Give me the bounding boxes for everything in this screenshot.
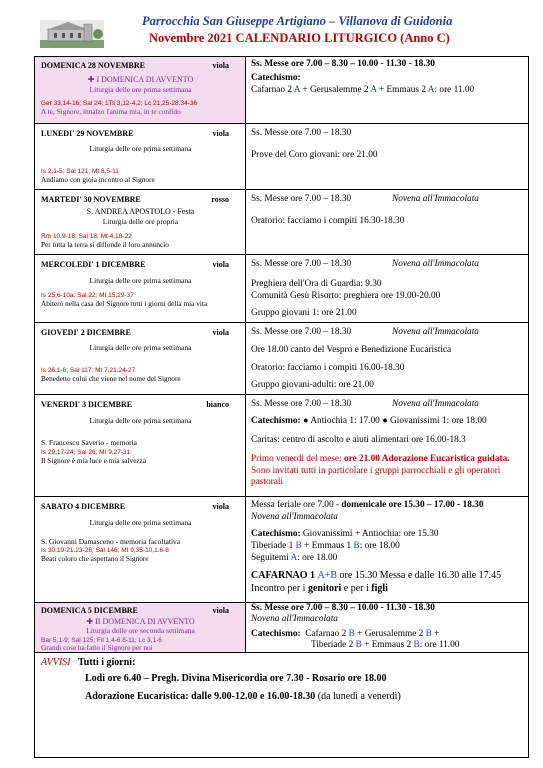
antiphon: Benedetto colui che viene nel nome del Signore [41, 374, 181, 383]
day-cell [35, 190, 246, 254]
catechism-label: Catechismo: [251, 629, 301, 639]
catechism-line [251, 529, 524, 541]
day-name: DOMENICA 5 DICEMBRE [41, 606, 138, 615]
adoration-times: Adorazione Eucaristica: dalle 9.00-12.00 e 16.00-18.30 [85, 691, 316, 702]
mass-times: Ss. Messe ore 7.00 – 8.30 – 10.00 - 11.30 - 18.30 [251, 603, 435, 613]
readings: Is 29,17-24; Sal 26; Mt 9,27-31 [41, 449, 131, 456]
day-cell [35, 323, 246, 394]
liturgical-color: rosso [211, 195, 229, 204]
mass-times: Ss. Messe ore 7.00 – 8.30 – 10.00 - 11.30 - 18.30 [251, 59, 435, 69]
feast-name: ✚ II DOMENICA DI AVVENTO [86, 617, 195, 626]
mass-times: Ss. Messe ore 7.00 – 18.30 [251, 259, 352, 269]
adoration-schedule [85, 691, 401, 702]
mass-times: Ss. Messe ore 7.00 – 18.30 [251, 194, 352, 204]
mass-times: Ss. Messe ore 7.00 – 18.30 [251, 399, 352, 409]
events-cell [247, 124, 528, 189]
day-cell [35, 124, 246, 189]
sunday-mass: domenicale ore 15.30 – 17.00 - 18.30 [341, 500, 484, 510]
liturgical-color: viola [212, 606, 229, 615]
mass-times: Ss. Messe ore 7.00 – 18.30 [251, 128, 352, 138]
calendar-row [35, 190, 528, 255]
liturgical-color: viola [212, 502, 229, 511]
calendar-row [35, 497, 528, 603]
antiphon: A te, Signore, innalzo l'anima mia, in te confido [41, 107, 181, 116]
events-cell [247, 255, 528, 322]
office-week: Liturgia delle ore prima settimana [89, 416, 192, 425]
catechism-groups: Cafarnao 2 A + Gerusalemme 2 A + Emmaus 2 A: ore 11.00 [251, 85, 475, 95]
notices-label: AVVISI [41, 657, 71, 668]
office-week: Liturgia delle ore prima settimana [89, 85, 192, 94]
day-cell [35, 603, 246, 652]
calendar-row [35, 255, 528, 323]
church-logo-icon [40, 20, 104, 48]
novena-label: Novena all'Immacolata [392, 259, 479, 269]
day-name: SABATO 4 DICEMBRE [41, 502, 126, 511]
feast-name: S. ANDREA APOSTOLO - Festa [86, 207, 195, 216]
day-name: DOMENICA 28 NOVEMBRE [41, 61, 146, 70]
novena-label: Novena all'Immacolata [392, 399, 479, 409]
office-week: Liturgia delle ore propria [102, 217, 179, 226]
calendar-table [34, 56, 529, 758]
novena-label: Novena all'Immacolata [251, 614, 338, 624]
event-line: Gruppo giovani-adulti: ore 21.00 [251, 380, 374, 390]
readings: Is 25,6-10a; Sal 22; Mt 15,29-37 [41, 292, 134, 299]
liturgical-color: viola [212, 260, 229, 269]
notices-section [35, 653, 528, 757]
calendar-row [35, 603, 528, 653]
event-line: Seguitemi A: ore 18.00 [251, 553, 338, 563]
children-label: figli [371, 582, 388, 594]
catechism-label: Catechismo: [251, 529, 301, 539]
adoration-text: ore 21.00 Adorazione Eucaristica guidata. [343, 454, 510, 464]
catechism-groups: ● Antiochia 1: 17.00 ● Giovanissimi 1: ore 18.00 [302, 416, 487, 426]
liturgical-color: viola [212, 129, 229, 138]
readings: Rm 10,9-18; Sal 18; Mt 4,18-22 [41, 233, 132, 240]
event-line: Tiberiade 1 B + Emmaus 1 B: ore 18.00 [251, 541, 400, 551]
readings: Is 26,1-6; Sal 117; Mt 7,21.24-27 [41, 367, 136, 374]
office-week: Liturgia delle ore seconda settimana [86, 626, 195, 635]
antiphon: Abiterò nella casa del Signore tutti i giorni della mia vita [41, 299, 208, 308]
readings: Is 30,19-21.23-26; Sal 146; Mt 9,35-10,1.6-8 [41, 547, 169, 554]
first-friday-notice [251, 454, 524, 489]
antiphon: Beati coloro che aspettano il Signore [41, 554, 149, 563]
day-name: MARTEDI' 30 NOVEMBRE [41, 195, 141, 204]
conjunction: e per i [341, 582, 372, 594]
day-name: MERCOLEDI' 1 DICEMBRE [41, 260, 146, 269]
event-line: Ore 18.00 canto del Vespro e Benedizione Eucaristica [251, 345, 452, 355]
antiphon: Il Signore è mia luce e mia salvezza [41, 456, 147, 465]
calendar-row [35, 124, 528, 190]
notices-header [41, 657, 135, 668]
readings: Ger 33,14-16; Sal 24; 1Ts 3,12-4,2; Lc 21,25-28.34-36 [41, 100, 198, 107]
novena-label: Novena all'Immacolata [392, 327, 479, 337]
header [0, 0, 543, 50]
memorial: S. Francesco Saverio - memoria [41, 438, 138, 447]
event-line: Preghiera dell'Ora di Guardia: 9.30 [251, 279, 382, 289]
day-name: VENERDI' 3 DICEMBRE [41, 400, 133, 409]
liturgical-color: bianco [206, 400, 229, 409]
events-cell [247, 603, 528, 652]
parish-title: Parrocchia San Giuseppe Artigiano – Villanova di Guidonia [142, 14, 453, 28]
daily-prayers: Lodi ore 6.40 – Pregh. Divina Misericordia ore 7.30 - Rosario ore 18.00 [85, 673, 387, 684]
day-name: GIOVEDI' 2 DICEMBRE [41, 328, 131, 337]
office-week: Liturgia delle ore prima settimana [89, 518, 192, 527]
novena-label: Novena all'Immacolata [251, 512, 338, 522]
office-week: Liturgia delle ore prima settimana [89, 276, 192, 285]
event-line: Caritas: centro di ascolto e aiuti alimentari ore 16.00-18.3 [251, 435, 466, 445]
liturgical-color: viola [212, 328, 229, 337]
memorial: S. Giovanni Damasceno - memoria facoltativa [41, 537, 181, 546]
day-cell [35, 57, 246, 123]
calendar-row [35, 323, 528, 395]
events-cell [247, 190, 528, 254]
day-name: LUNEDI' 29 NOVEMBRE [41, 129, 134, 138]
cafarnao-group: A+B [317, 570, 338, 581]
catechism-groups: Tiberiade 2 B + Emmaus 2 B: ore 11.00 [311, 640, 460, 650]
event-line: Oratorio: facciamo i compiti 16.30-18.30 [251, 216, 405, 226]
day-cell [35, 497, 246, 602]
catechism-groups: Giovanissimi + Antiochia: ore 15.30 [302, 529, 439, 539]
weekday-mass: Messa feriale ore 7.00 - [251, 500, 342, 510]
antiphon: Per tutta la terra si diffonde il loro annuncio [41, 240, 169, 249]
events-cell [247, 323, 528, 394]
cafarnao-notice [251, 570, 524, 595]
parents-label: genitori [307, 582, 342, 594]
readings: Bar 5,1-9; Sal 125; Fil 1,4-6.8-11; Lc 3,1-6 [41, 637, 162, 644]
catechism-label: Catechismo: [251, 73, 301, 83]
invitation-text: Sono invitati tutti in particolare i gruppi parrocchiali e gli operatori pastorali [251, 465, 501, 488]
catechism-line [251, 416, 524, 428]
catechism-label: Catechismo: [251, 416, 301, 426]
office-week: Liturgia delle ore prima settimana [89, 343, 192, 352]
event-line: Prove del Coro giovani: ore 21.00 [251, 150, 378, 160]
liturgical-color: viola [212, 61, 229, 70]
cafarnao-text: ore 15.30 Messa e dalle 16.30 alle 17.45 Incontro per i [251, 570, 502, 594]
event-line: Comunità Gesù Risorto: preghiera ore 19.00-20.00 [251, 291, 441, 301]
day-cell [35, 255, 246, 322]
event-line: Gruppo giovani 1: ore 21.00 [251, 308, 357, 318]
catechism-line: Catechismo: Cafarnao 2 B + Gerusalemme 2 B + [251, 629, 440, 639]
calendar-row [35, 57, 528, 124]
antiphon: Andiamo con gioia incontro al Signore [41, 175, 155, 184]
mass-times: Ss. Messe ore 7.00 – 18.30 [251, 327, 352, 337]
daily-title: Tutti i giorni: [78, 657, 136, 668]
readings: Is 2,1-5; Sal 121; Mt 8,5-11 [41, 168, 119, 175]
calendar-row [35, 395, 528, 497]
first-friday-label: Primo venerdì del mese: [251, 454, 344, 464]
office-week: Liturgia delle ore prima settimana [89, 144, 192, 153]
feast-name: ✚ I DOMENICA DI AVVENTO [87, 75, 194, 84]
mass-times [251, 500, 524, 512]
antiphon: Grandi cose ha fatto il Signore per noi [41, 643, 153, 652]
adoration-days: (da lunedì a venerdì) [315, 691, 401, 702]
event-line: Oratorio: facciamo i compiti 16.00-18.30 [251, 363, 405, 373]
calendar-subtitle: Novembre 2021 CALENDARIO LITURGICO (Anno C) [149, 31, 450, 45]
events-cell [247, 395, 528, 496]
novena-label: Novena all'Immacolata [392, 194, 479, 204]
cafarnao-label: CAFARNAO 1 [251, 570, 318, 581]
day-cell [35, 395, 246, 496]
events-cell [247, 497, 528, 602]
events-cell [247, 57, 528, 123]
